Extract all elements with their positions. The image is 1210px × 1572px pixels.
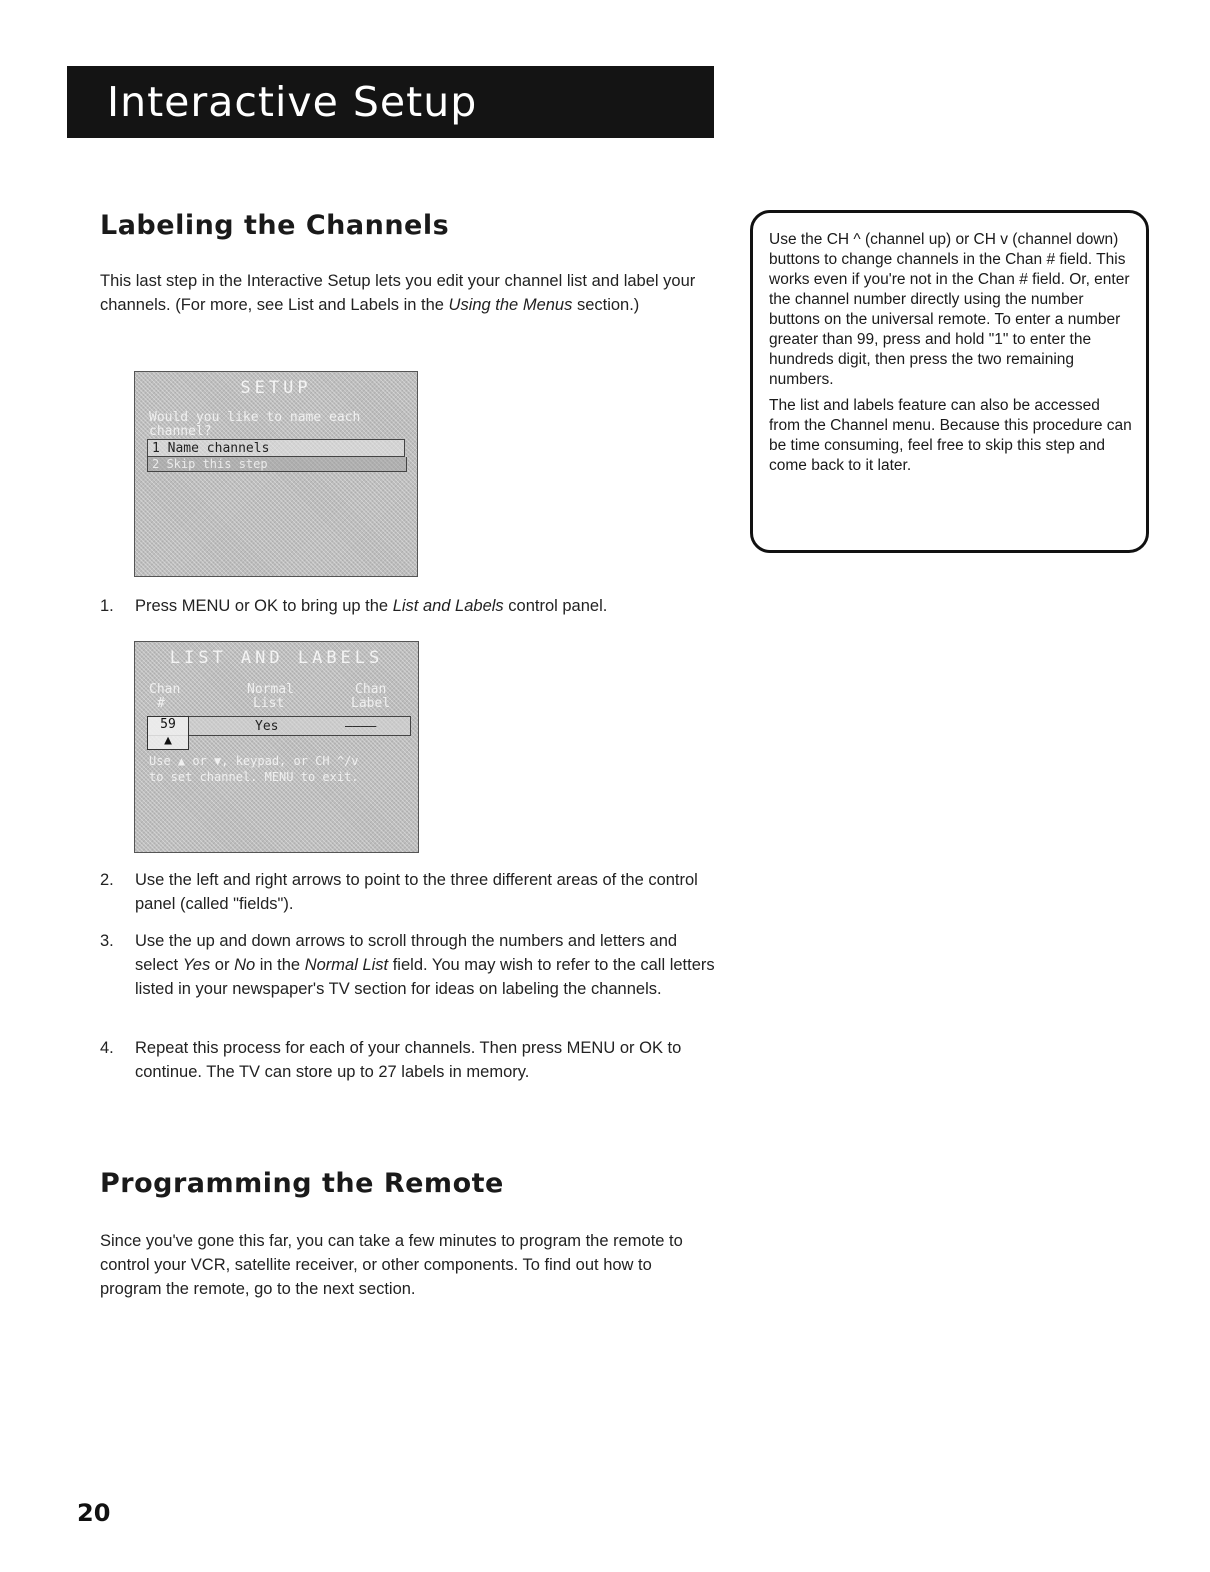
column-label: Label	[351, 696, 391, 711]
step-text	[135, 929, 720, 1001]
list-screen-hint-2: to set channel. MENU to exit.	[149, 770, 359, 784]
callout-paragraph-1: Use the CH ^ (channel up) or CH v (channel down) buttons to change channels in the Chan # field. This works even if you're not in the Chan # field. Or, enter the channel number directly using the number buttons on the universal remote. To enter a number greater than 99, press and hold "1" to enter the hundreds digit, then press the two remaining numbers.	[769, 231, 1130, 388]
page-number: 20	[77, 1499, 111, 1527]
intro-text-emphasis: Using the Menus	[448, 296, 573, 314]
setup-screen-image	[134, 371, 418, 577]
step-text-part: in the	[255, 956, 305, 974]
step-text-part: control panel.	[503, 597, 608, 615]
list-labels-screen-image	[134, 641, 419, 853]
intro-text-a: This last step in the Interactive Setup lets you edit your channel list and label your channels. (For more, see List and Labels in the	[100, 272, 696, 314]
programming-text: Since you've gone this far, you can take a few minutes to program the remote to control your VCR, satellite receiver, or other components. To find out how to program the remote, go to the next section.	[100, 1232, 683, 1298]
step-1	[100, 594, 720, 618]
step-3	[100, 929, 720, 1001]
step-number: 1.	[100, 597, 114, 615]
step-text-emphasis: Yes	[182, 956, 211, 974]
step-text-emphasis: No	[234, 956, 256, 974]
step-text-emphasis: Normal List	[304, 956, 389, 974]
intro-text-b: section.)	[572, 296, 640, 314]
section-banner: Interactive Setup	[67, 66, 714, 138]
chan-number-value: 59	[160, 717, 176, 732]
tip-callout-box	[750, 210, 1149, 553]
step-text-part: or	[210, 956, 235, 974]
column-chan-hash: #	[157, 696, 165, 711]
column-normal: Normal	[247, 682, 294, 697]
step-text: Use the left and right arrows to point to the three different areas of the control panel (called "fields").	[135, 871, 698, 913]
column-list: List	[253, 696, 285, 711]
step-number: 4.	[100, 1039, 114, 1057]
step-text-part: Use the up and down arrows to scroll through the numbers and letters and select	[135, 932, 678, 974]
step-number: 2.	[100, 871, 114, 889]
list-screen-title: LIST AND LABELS	[169, 648, 384, 668]
option-name-channels: 1 Name channels	[147, 439, 405, 457]
step-text-emphasis: List and Labels	[392, 597, 504, 615]
setup-screen-question: Would you like to name each	[149, 410, 361, 425]
list-screen-hint-1: Use ▲ or ▼, keypad, or CH ^/v	[149, 754, 359, 768]
setup-screen-question-2: channel?	[149, 424, 212, 439]
step-text	[135, 594, 720, 618]
step-text: Repeat this process for each of your channels. Then press MENU or OK to continue. The TV can store up to 27 labels in memory.	[135, 1039, 682, 1081]
up-arrow-icon: ▲	[164, 733, 172, 748]
labeling-heading: Labeling the Channels	[100, 210, 450, 241]
callout-paragraph-2: The list and labels feature can also be accessed from the Channel menu. Because this procedure can be time consuming, feel free to skip this step and come back to it later.	[769, 397, 1132, 474]
normal-list-value: Yes	[255, 719, 279, 734]
option-skip-step: 2 Skip this step	[152, 457, 268, 471]
labeling-intro	[100, 269, 715, 317]
column-chan-label: Chan	[355, 682, 387, 697]
chan-label-value: ————	[345, 719, 377, 734]
setup-screen-title: SETUP	[240, 378, 312, 398]
programming-heading: Programming the Remote	[100, 1168, 504, 1199]
step-2	[100, 868, 720, 916]
chan-number-field	[147, 716, 189, 750]
step-text-part: Press MENU or OK to bring up the	[135, 597, 393, 615]
step-text-part: field. You may wish to refer to the call letters listed in your newspaper's TV section for ideas on labeling the channels.	[135, 956, 715, 998]
column-chan: Chan	[149, 682, 181, 697]
step-number: 3.	[100, 932, 114, 950]
step-4	[100, 1036, 720, 1084]
